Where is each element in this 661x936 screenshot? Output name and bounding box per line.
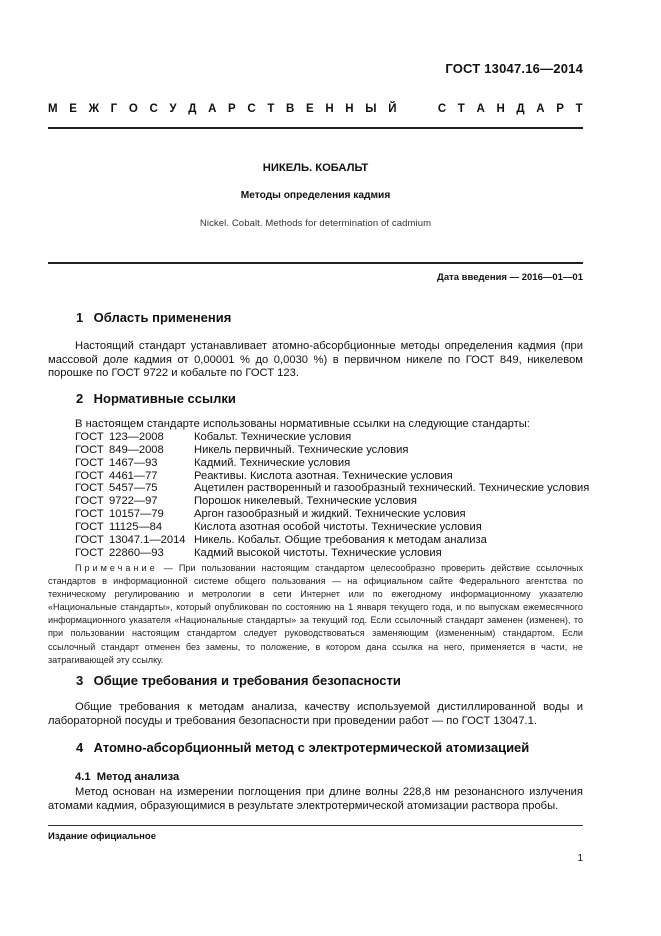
- reference-item: ГОСТ 11125—84 Кислота азотная особой чистоты. Технические условия: [75, 520, 482, 533]
- section-title: Нормативные ссылки: [93, 391, 236, 406]
- references-note: [48, 562, 583, 667]
- section-1-text: Настоящий стандарт устанавливает атомно-абсорбционные методы определения кадмия (при массовой доле кадмия от 0,00001 % до 0,0030 %) в первичном никеле по ГОСТ 849, никелевом порошке по ГОСТ 9722 и кобальте по ГОСТ 123.: [48, 340, 583, 379]
- banner-letter: А: [476, 103, 485, 115]
- banner-letter: Р: [228, 103, 236, 115]
- banner-letter: Н: [325, 103, 334, 115]
- section-title: Атомно-абсорбционный метод с электротермической атомизацией: [93, 740, 530, 755]
- references-lead: В настоящем стандарте использованы нормативные ссылки на следующие стандарты:: [75, 418, 530, 430]
- reference-item: ГОСТ 849—2008 Никель первичный. Технические условия: [75, 443, 409, 456]
- page-number: 1: [577, 853, 583, 864]
- reference-item: ГОСТ 4461—77 Реактивы. Кислота азотная. Технические условия: [75, 469, 453, 482]
- banner-letter: Й: [388, 103, 397, 115]
- reference-item: ГОСТ 5457—75 Ацетилен растворенный и газообразный технический. Технические условия: [75, 482, 590, 495]
- standard-number: ГОСТ 13047.16—2014: [445, 61, 583, 76]
- banner-letter: Н: [496, 103, 505, 115]
- section-2-heading: [76, 391, 236, 406]
- banner-letter: С: [247, 103, 256, 115]
- section-3-heading: [76, 673, 401, 688]
- section-4-heading: [76, 740, 529, 755]
- banner-letter: С: [149, 103, 158, 115]
- title-rule: [48, 262, 583, 264]
- english-title: Nickel. Cobalt. Methods for determination of cadmium: [199, 218, 432, 229]
- header-rule: [48, 127, 583, 129]
- banner-letter: Е: [306, 103, 314, 115]
- document-subtitle: Методы определения кадмия: [240, 190, 391, 201]
- section-number: 3: [76, 673, 84, 688]
- banner-letter: А: [208, 103, 217, 115]
- banner-letter: В: [286, 103, 295, 115]
- banner-letter: Р: [556, 103, 564, 115]
- interstate-standard-banner: [48, 103, 583, 115]
- banner-letter: Е: [69, 103, 77, 115]
- subsection-4-1-heading: [75, 771, 179, 783]
- section-4-text: Метод основан на измерении поглощения при длине волны 228,8 нм резонансного излучения атомами кадмия, образующимися в результате электротермической атомизации раствора пробы.: [48, 786, 583, 812]
- subsection-number: 4.1: [75, 771, 91, 783]
- reference-item: ГОСТ 1467—93 Кадмий. Технические условия: [75, 456, 351, 469]
- section-number: 2: [76, 391, 84, 406]
- reference-item: ГОСТ 10157—79 Аргон газообразный и жидкий. Технические условия: [75, 508, 466, 521]
- banner-letter: Т: [267, 103, 275, 115]
- reference-item: ГОСТ 13047.1—2014 Никель. Кобальт. Общие требования к методам анализа: [75, 533, 487, 546]
- reference-item: ГОСТ 123—2008 Кобальт. Технические условия: [75, 431, 352, 443]
- banner-letter: С: [437, 103, 447, 115]
- banner-letter: Н: [345, 103, 354, 115]
- banner-letter: Т: [575, 103, 583, 115]
- note-text: — При пользовании настоящим стандартом целесообразно проверить действие ссылочных стандартов в информационной системе общего пользования — на официальном сайте Федерального агентства по техническому регулированию и метрологии в сети Интернет или по ежегодному информационному указателю «Национальные стандарты», который опубликован по состоянию на 1 января текущего года, и по выпускам ежемесячного информационного указателя «Национальные стандарты» за текущий год. Если ссылочный стандарт заменен (изменен), то при пользовании настоящим стандартом следует руководствоваться заменяющим (измененным) стандартом. Если ссылочный стандарт отменен без замены, то положение, в котором дана ссылка на него, применяется в части, не затрагивающей эту ссылку.: [48, 563, 583, 665]
- banner-letter: А: [536, 103, 545, 115]
- edition-label: Издание официальное: [48, 831, 156, 842]
- note-label: Примечание: [75, 563, 158, 573]
- section-number: 1: [76, 310, 84, 325]
- banner-letter: М: [48, 103, 58, 115]
- banner-letter: Г: [110, 103, 118, 115]
- banner-letter: Ж: [88, 103, 99, 115]
- banner-letter: У: [169, 103, 177, 115]
- banner-letter: [423, 103, 426, 115]
- section-title: Область применения: [93, 310, 232, 325]
- section-title: Общие требования и требования безопасности: [93, 673, 401, 688]
- banner-letter: Д: [516, 103, 525, 115]
- reference-item: ГОСТ 9722—97 Порошок никелевый. Технические условия: [75, 495, 417, 508]
- references-list: [75, 431, 589, 559]
- section-number: 4: [76, 740, 84, 755]
- reference-item: ГОСТ 22860—93 Кадмий высокой чистоты. Технические условия: [75, 546, 442, 559]
- banner-letter: [408, 103, 411, 115]
- section-3-text: Общие требования к методам анализа, качеству используемой дистиллированной воды и лабораторной посуды и требования безопасности при проведении работ — по ГОСТ 13047.1.: [48, 701, 583, 727]
- section-1-heading: [76, 310, 231, 325]
- subsection-title: Метод анализа: [96, 771, 180, 783]
- introduction-date: Дата введения — 2016—01—01: [437, 272, 583, 283]
- banner-letter: Т: [457, 103, 465, 115]
- document-title: НИКЕЛЬ. КОБАЛЬТ: [262, 162, 369, 174]
- footer-rule: [48, 825, 583, 826]
- banner-letter: Ы: [365, 103, 377, 115]
- banner-letter: О: [128, 103, 138, 115]
- banner-letter: Д: [188, 103, 197, 115]
